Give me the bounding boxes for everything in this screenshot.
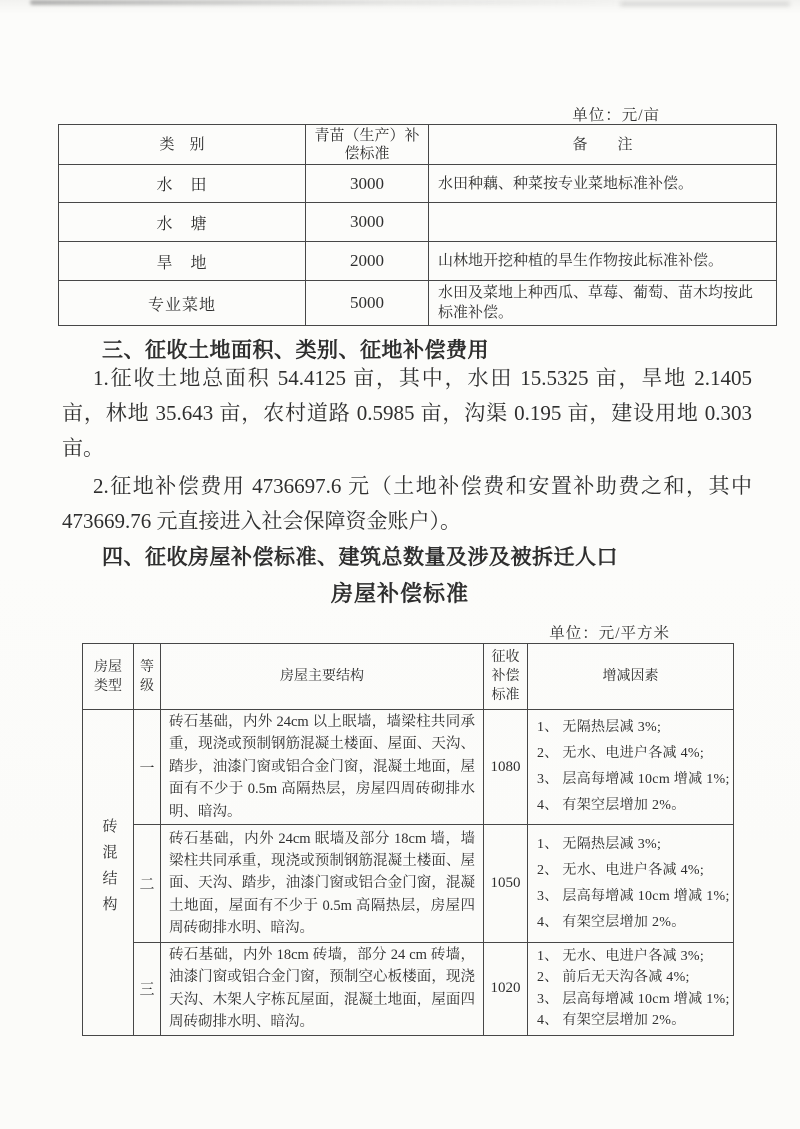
section-heading-4: 四、征收房屋补偿标准、建筑总数量及涉及被拆迁人口 bbox=[102, 545, 618, 569]
factor-item: 1、 无水、电进户各减 3%; bbox=[537, 948, 705, 964]
grade-cell: 三 bbox=[134, 943, 161, 1036]
factor-item: 4、 有架空层增加 2%。 bbox=[537, 1013, 686, 1029]
section-heading-3: 三、征收土地面积、类别、征地补偿费用 bbox=[102, 338, 489, 362]
standard-cell: 1020 bbox=[484, 943, 528, 1036]
crop-header-standard: 青苗（生产）补偿标准 bbox=[306, 125, 429, 165]
unit-label-crop-table: 单位：元/亩 bbox=[572, 107, 660, 124]
factor-item: 3、 层高每增减 10cm 增减 1%; bbox=[537, 888, 730, 904]
house-type-label: 砖混结构 bbox=[100, 817, 117, 922]
table-row bbox=[83, 710, 734, 825]
house-header-factors: 增减因素 bbox=[528, 644, 734, 710]
crop-standard: 3000 bbox=[306, 203, 429, 242]
crop-standard: 5000 bbox=[306, 281, 429, 326]
crop-remark bbox=[429, 203, 777, 242]
crop-remark: 水田种藕、种菜按专业菜地标准补偿。 bbox=[429, 165, 777, 203]
crop-header-remark: 备 注 bbox=[429, 125, 777, 165]
house-table-header-row bbox=[83, 644, 734, 710]
factor-item: 2、 无水、电进户各减 4%; bbox=[537, 746, 705, 762]
structure-cell: 砖石基础，内外 24cm 以上眠墙，墙梁柱共同承重，现浇或预制钢筋混凝土楼面、屋面、天沟、踏步，油漆门窗或铝合金门窗，混凝土地面，屋面有不少于 0.5m 高隔热层，房屋四周砖砌排水明、暗沟。 bbox=[161, 710, 484, 825]
factor-item: 3、 层高每增减 10cm 增减 1%; bbox=[537, 991, 730, 1007]
scan-smudge-top bbox=[30, 0, 630, 5]
standard-cell: 1080 bbox=[484, 710, 528, 825]
factor-item: 4、 有架空层增加 2%。 bbox=[537, 798, 686, 814]
table-row bbox=[59, 203, 777, 242]
crop-category: 旱 地 bbox=[59, 242, 306, 281]
paragraph-land-area: 1.征收土地总面积 54.4125 亩，其中，水田 15.5325 亩，旱地 2.1405 亩，林地 35.643 亩，农村道路 0.5985 亩，沟渠 0.195 亩，建设用地 0.303 亩。 bbox=[62, 366, 752, 460]
table-row bbox=[83, 825, 734, 943]
house-compensation-table bbox=[82, 643, 734, 1036]
factor-item: 1、 无隔热层减 3%; bbox=[537, 720, 662, 736]
table-row bbox=[83, 943, 734, 1036]
factor-item: 4、 有架空层增加 2%。 bbox=[537, 914, 686, 930]
crop-standard: 3000 bbox=[306, 165, 429, 203]
factors-cell bbox=[528, 943, 734, 1036]
grade-cell: 一 bbox=[134, 710, 161, 825]
factor-item: 2、 无水、电进户各减 4%; bbox=[537, 862, 705, 878]
table-row bbox=[59, 165, 777, 203]
house-header-standard: 征收补偿标准 bbox=[484, 644, 528, 710]
factors-cell bbox=[528, 825, 734, 943]
table-row bbox=[59, 242, 777, 281]
house-header-structure: 房屋主要结构 bbox=[161, 644, 484, 710]
crop-compensation-table bbox=[58, 124, 777, 326]
crop-category: 水 塘 bbox=[59, 203, 306, 242]
crop-category: 专业菜地 bbox=[59, 281, 306, 326]
paragraph-compensation-fee: 2.征地补偿费用 4736697.6 元（土地补偿费和安置补助费之和，其中 473669.76 元直接进入社会保障资金账户）。 bbox=[62, 474, 752, 533]
crop-header-category: 类 别 bbox=[59, 125, 306, 165]
crop-table-header-row bbox=[59, 125, 777, 165]
crop-remark: 水田及菜地上种西瓜、草莓、葡萄、苗木均按此标准补偿。 bbox=[429, 281, 777, 326]
factor-item: 2、 前后无天沟各减 4%; bbox=[537, 970, 690, 986]
unit-label-house-table: 单位：元/平方米 bbox=[549, 625, 670, 642]
crop-category: 水 田 bbox=[59, 165, 306, 203]
scan-smudge-top-right bbox=[620, 2, 790, 6]
structure-cell: 砖石基础，内外 24cm 眠墙及部分 18cm 墙，墙梁柱共同承重，现浇或预制钢筋混凝土楼面、屋面、天沟、踏步，油漆门窗或铝合金门窗，混凝土地面，屋面有不少于 0.5m 高隔热层，房屋四周砖砌排水明、暗沟。 bbox=[161, 825, 484, 943]
house-type-cell bbox=[83, 710, 134, 1036]
crop-standard: 2000 bbox=[306, 242, 429, 281]
factor-item: 3、 层高每增减 10cm 增减 1%; bbox=[537, 772, 730, 788]
factors-cell bbox=[528, 710, 734, 825]
standard-cell: 1050 bbox=[484, 825, 528, 943]
table-row bbox=[59, 281, 777, 326]
structure-cell: 砖石基础，内外 18cm 砖墙，部分 24 cm 砖墙，油漆门窗或铝合金门窗，预制空心板楼面，现浇天沟、木架人字栋瓦屋面，混凝土地面，屋面四周砖砌排水明、暗沟。 bbox=[161, 943, 484, 1036]
factor-item: 1、 无隔热层减 3%; bbox=[537, 836, 662, 852]
crop-remark: 山林地开挖种植的旱生作物按此标准补偿。 bbox=[429, 242, 777, 281]
house-table-title: 房屋补偿标准 bbox=[330, 581, 469, 606]
house-header-type: 房屋类型 bbox=[83, 644, 134, 710]
grade-cell: 二 bbox=[134, 825, 161, 943]
house-header-grade: 等级 bbox=[134, 644, 161, 710]
